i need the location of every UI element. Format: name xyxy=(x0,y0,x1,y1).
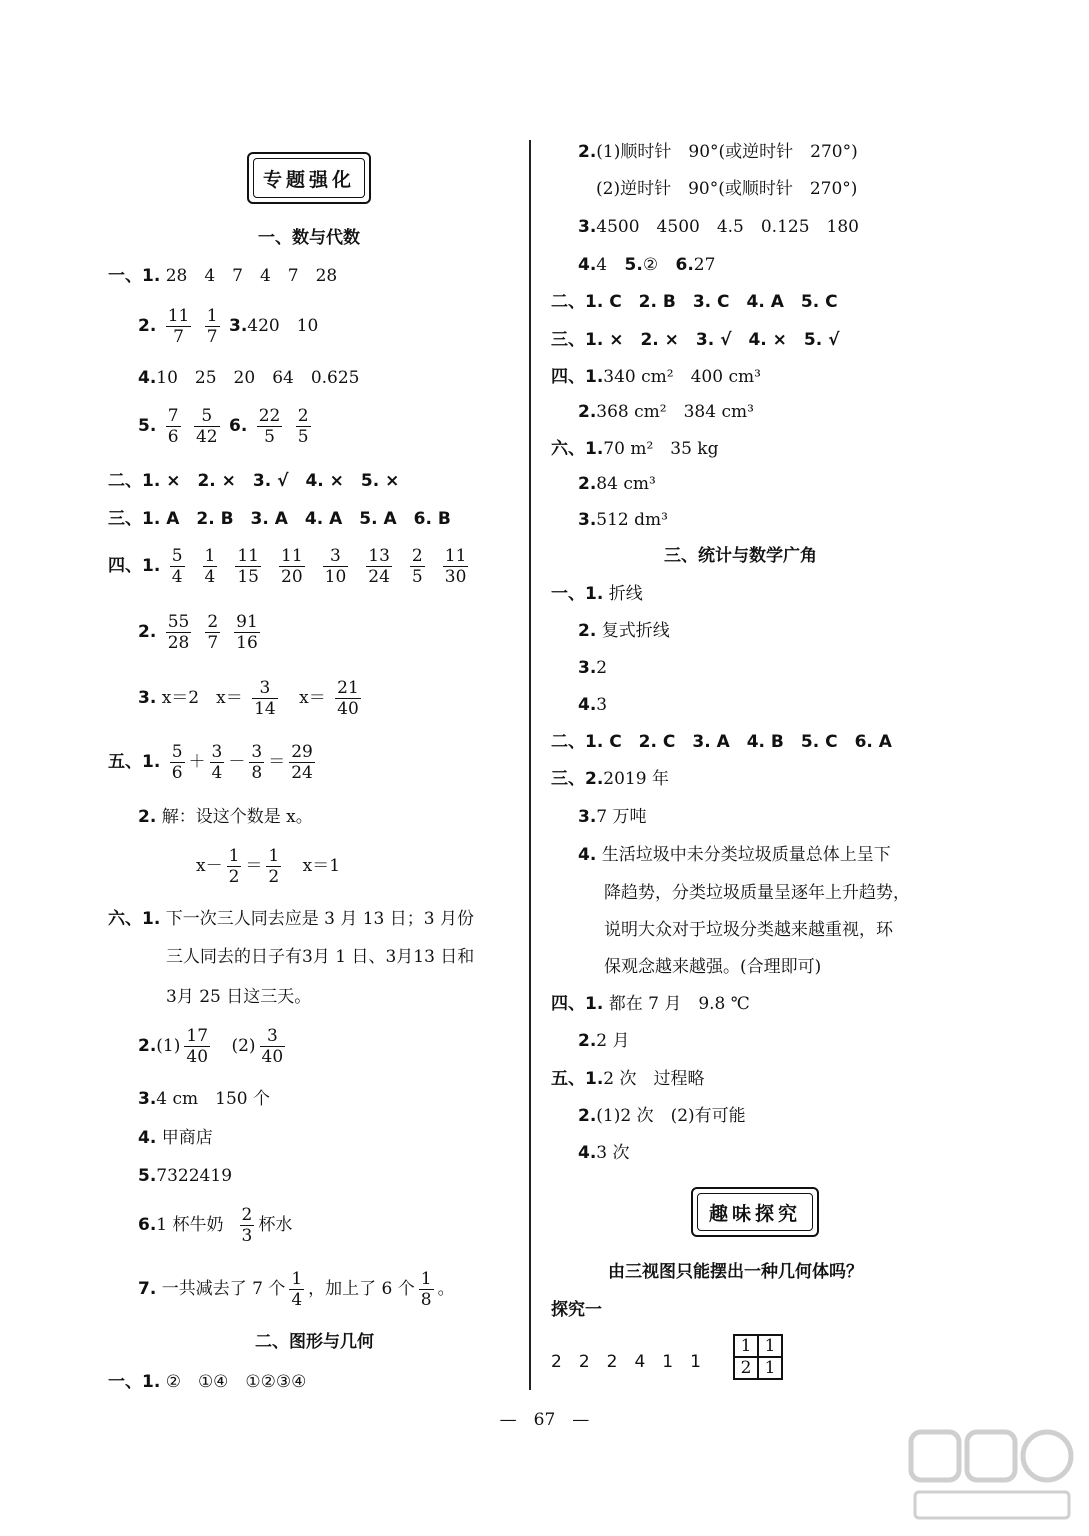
answer-line-q1: 四、1. $\frac{5}{4}$ $\frac{1}{4}$ $\frac{11}{15}$ $\frac{11}{20}$ $\frac{3}{10}$ $\frac{13}{24}$ $\frac{2}{5}$ $\frac{11}{30}$ xyxy=(108,546,482,587)
column-divider xyxy=(529,140,531,1390)
fraction: $\frac{1}{7}$ xyxy=(206,306,218,347)
answer-line: 二、1. C 2. C 3. A 4. B 5. C 6. A xyxy=(551,732,892,752)
answer-line: 降趋势，分类垃圾质量呈逐年上升趋势， xyxy=(604,883,910,903)
fraction: $\frac{1}{8}$ xyxy=(420,1269,432,1310)
answer-line: (2)逆时针 90°(或顺时针 270°) xyxy=(596,179,858,199)
answer-line: 六、1. 下一次三人同去应是 3 月 13 日；3 月份 xyxy=(108,909,474,929)
answer-line: 4.4 5.② 6.27 xyxy=(578,255,716,275)
fraction: $\frac{22}{5}$ xyxy=(258,406,281,447)
section-title: 专题强化 xyxy=(253,158,365,198)
fraction: $\frac{11}{15}$ xyxy=(237,546,259,587)
heading-numbers-algebra: 一、数与代数 xyxy=(258,228,360,248)
fraction: $\frac{3}{40}$ xyxy=(261,1026,284,1067)
answer-line: 五、1.2 次 过程略 xyxy=(551,1069,705,1089)
answer-line: 3.7 万吨 xyxy=(578,807,647,827)
answer-line: 3.4500 4500 4.5 0.125 180 xyxy=(578,217,859,237)
fraction: $\frac{91}{16}$ xyxy=(236,612,258,653)
page-number: — 67 — xyxy=(499,1410,590,1430)
fraction: $\frac{11}{7}$ xyxy=(167,306,190,347)
answer-line: 3.4 cm 150 个 xyxy=(138,1089,271,1109)
fraction: $\frac{17}{40}$ xyxy=(186,1026,209,1067)
fraction: $\frac{5}{6}$ xyxy=(171,742,183,783)
grid-cell: 2 xyxy=(734,1357,758,1379)
view-grid xyxy=(733,1334,783,1380)
explore-label: 探究一 xyxy=(551,1300,602,1320)
fraction: $\frac{1}{4}$ xyxy=(291,1269,303,1310)
fraction: $\frac{21}{40}$ xyxy=(337,678,359,719)
fraction: $\frac{2}{3}$ xyxy=(241,1205,253,1246)
fraction: $\frac{1}{2}$ xyxy=(228,846,240,887)
answer-line: 2.2 月 xyxy=(578,1031,630,1051)
fraction: $\frac{1}{2}$ xyxy=(268,846,280,887)
answer-line: 说明大众对于垃圾分类越来越重视，环 xyxy=(604,920,893,940)
fraction: $\frac{3}{10}$ xyxy=(324,546,347,587)
answer-line: 7. 一共减去了 7 个 $\frac{1}{4}$ ，加上了 6 个 $\frac{1}{8}$ 。 xyxy=(138,1269,455,1310)
answer-line: 2. 复式折线 xyxy=(578,621,670,641)
fraction: $\frac{11}{30}$ xyxy=(444,546,467,587)
answer-line: 二、1. × 2. × 3. √ 4. × 5. × xyxy=(108,471,400,491)
answer-line: 三、1. × 2. × 3. √ 4. × 5. √ xyxy=(551,330,840,350)
answer-line: 3月 25 日这三天。 xyxy=(166,987,312,1007)
answer-line: 2.(1)顺时针 90°(或逆时针 270°) xyxy=(578,142,858,162)
answer-line: 2. 解：设这个数是 x。 xyxy=(138,807,313,827)
answer-line: 四、1.340 cm² 400 cm³ xyxy=(551,367,761,387)
answer-line: 四、1. 都在 7 月 9.8 ℃ xyxy=(551,994,750,1014)
explore-question: 由三视图只能摆出一种几何体吗？ xyxy=(608,1262,863,1282)
answer-line: 2.(1)2 次 (2)有可能 xyxy=(578,1106,746,1126)
answer-line: 5. $\frac{7}{6}$ $\frac{5}{42}$ 6. $\frac{22}{5}$ $\frac{2}{5}$ xyxy=(138,406,309,447)
answer-line: 2.368 cm² 384 cm³ xyxy=(578,402,754,422)
fraction: $\frac{11}{20}$ xyxy=(281,546,303,587)
answer-line: 4.10 25 20 64 0.625 xyxy=(138,368,360,388)
heading-geometry: 二、图形与几何 xyxy=(255,1332,374,1352)
answer-line: 2.84 cm³ xyxy=(578,474,656,494)
answer-line: 2. $\frac{11}{7}$ $\frac{1}{7}$ 3.420 10 xyxy=(138,306,319,347)
grid-cell: 1 xyxy=(758,1335,782,1357)
answer-line: 一、1. 折线 xyxy=(551,584,643,604)
grid-cell: 1 xyxy=(734,1335,758,1357)
watermark-logo xyxy=(907,1424,1077,1524)
fraction: $\frac{55}{28}$ xyxy=(167,612,190,653)
answer-line: 六、1.70 m² 35 kg xyxy=(551,439,719,459)
answer-line: 5.7322419 xyxy=(138,1166,233,1186)
answer-line: 3.512 dm³ xyxy=(578,510,668,530)
answer-line: 3. x＝2 x＝ $\frac{3}{14}$ x＝ $\frac{21}{40}$ xyxy=(138,678,359,719)
explore-numbers: 2 2 2 4 1 1 xyxy=(551,1352,701,1372)
answer-line: x－ $\frac{1}{2}$ ＝ $\frac{1}{2}$ x＝1 xyxy=(196,846,341,887)
answer-line: 三人同去的日子有3月 1 日、3月13 日和 xyxy=(166,947,475,967)
heading-statistics: 三、统计与数学广角 xyxy=(664,546,817,566)
answer-line: 2.(1) $\frac{17}{40}$ (2) $\frac{3}{40}$ xyxy=(138,1026,284,1067)
fraction: $\frac{7}{6}$ xyxy=(167,406,179,447)
answer-line: 一、1. 28 4 7 4 7 28 xyxy=(108,266,338,286)
fraction: $\frac{3}{14}$ xyxy=(254,678,276,719)
answer-line: 二、1. C 2. B 3. C 4. A 5. C xyxy=(551,292,838,312)
answer-line: 三、1. A 2. B 3. A 4. A 5. A 6. B xyxy=(108,509,451,529)
fraction: $\frac{29}{24}$ xyxy=(291,742,313,783)
fraction: $\frac{5}{42}$ xyxy=(195,406,218,447)
answer-line: 6.1 杯牛奶 $\frac{2}{3}$ 杯水 xyxy=(138,1205,293,1246)
fraction: $\frac{2}{5}$ xyxy=(411,546,423,587)
explore-title: 趣味探究 xyxy=(697,1193,813,1231)
answer-line: 3.2 xyxy=(578,658,608,678)
fraction: $\frac{1}{4}$ xyxy=(204,546,216,587)
fraction: $\frac{2}{5}$ xyxy=(297,406,309,447)
answer-line: 三、2.2019 年 xyxy=(551,769,669,789)
fraction: $\frac{13}{24}$ xyxy=(368,546,390,587)
section-title-box xyxy=(247,152,371,204)
explore-title-box xyxy=(691,1187,819,1237)
answer-line: 五、1. $\frac{5}{6}$ ＋ $\frac{3}{4}$ － $\frac{3}{8}$ ＝ $\frac{29}{24}$ xyxy=(108,742,313,783)
answer-line: 4. 生活垃圾中未分类垃圾质量总体上呈下 xyxy=(578,845,891,865)
answer-line: 4.3 xyxy=(578,695,608,715)
fraction: $\frac{3}{8}$ xyxy=(251,742,263,783)
fraction: $\frac{2}{7}$ xyxy=(207,612,219,653)
answer-line: 4. 甲商店 xyxy=(138,1128,213,1148)
answer-line: 保观念越来越强。(合理即可) xyxy=(604,957,822,977)
grid-cell: 1 xyxy=(758,1357,782,1379)
answer-line-q2: 2. $\frac{55}{28}$ $\frac{2}{7}$ $\frac{91}{16}$ xyxy=(138,612,270,653)
fraction: $\frac{5}{4}$ xyxy=(171,546,183,587)
answer-line: 一、1. ② ①④ ①②③④ xyxy=(108,1372,307,1392)
answer-line: 4.3 次 xyxy=(578,1143,630,1163)
fraction: $\frac{3}{4}$ xyxy=(211,742,223,783)
